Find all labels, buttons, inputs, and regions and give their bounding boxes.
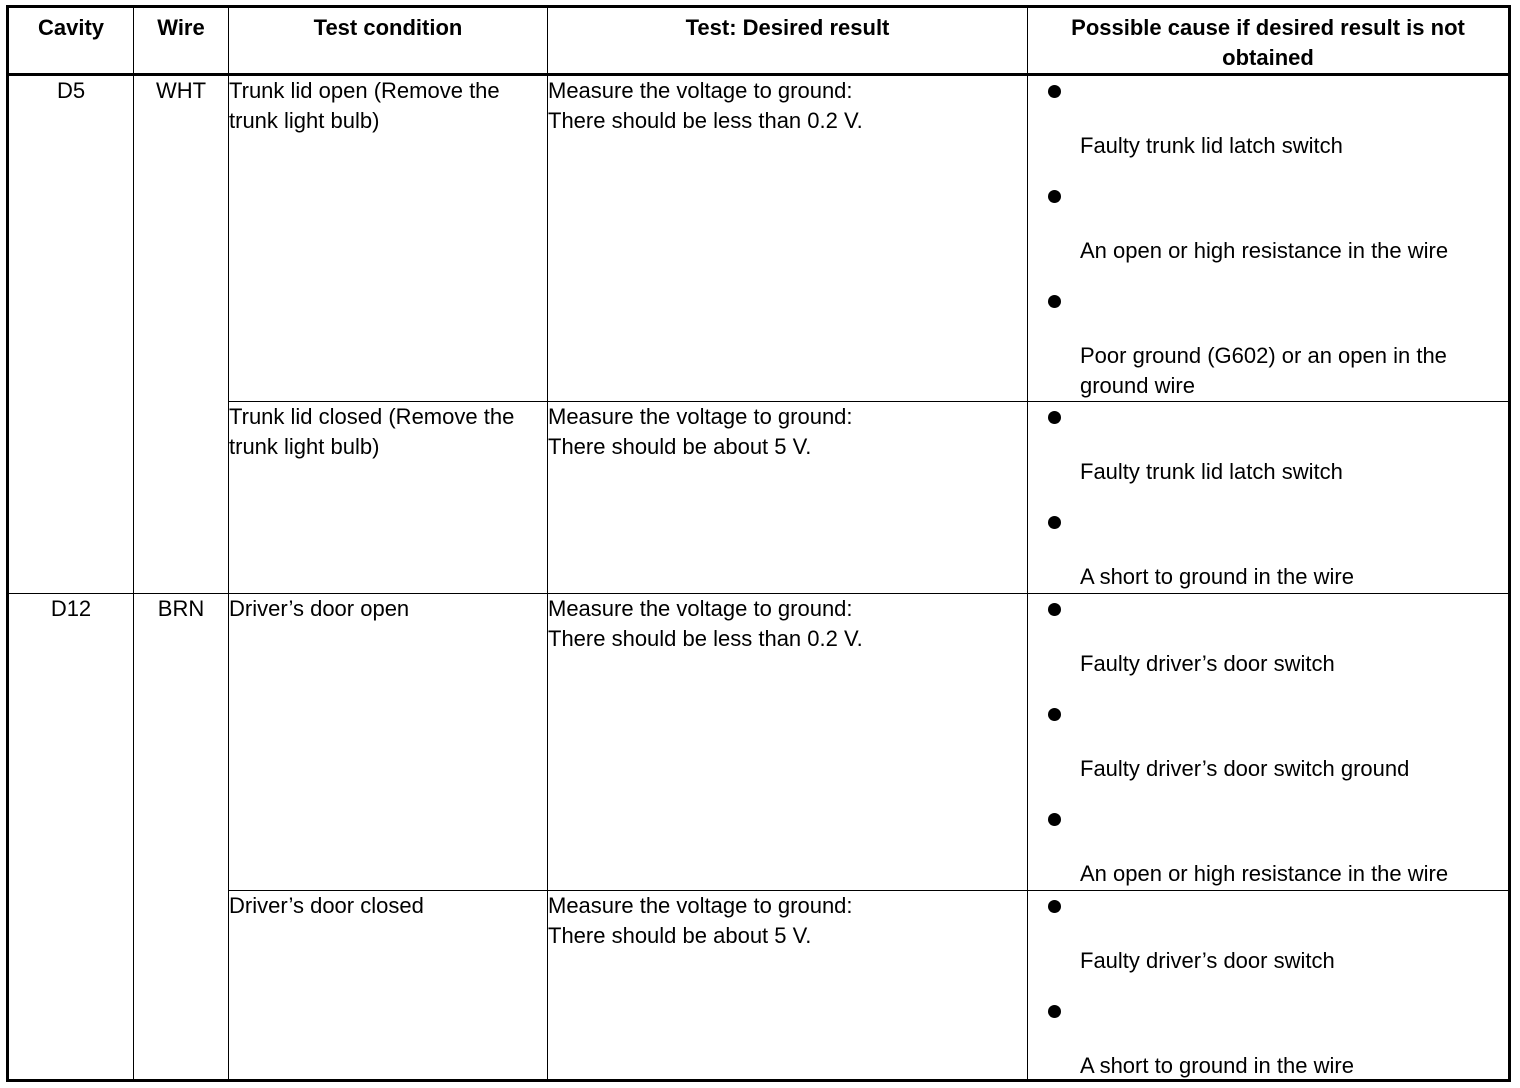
header-desired-result: Test: Desired result (548, 7, 1028, 75)
result-instruction: Measure the voltage to ground: (548, 404, 853, 430)
result-expected: There should be about 5 V. (548, 922, 812, 948)
cause-list (1028, 402, 1508, 590)
possible-cause-cell (1028, 75, 1510, 402)
desired-result-cell (548, 593, 1028, 890)
result-instruction: Measure the voltage to ground: (548, 595, 853, 621)
cause-item (1028, 699, 1508, 804)
diagnostic-table (6, 5, 1511, 1082)
header-cavity: Cavity (8, 7, 134, 75)
cause-text: Faulty driver’s door switch ground (1080, 755, 1410, 781)
table-row (8, 593, 1510, 890)
cause-list (1028, 594, 1508, 884)
cavity-cell: D5 (8, 75, 134, 594)
table-row (8, 75, 1510, 402)
cause-text: A short to ground in the wire (1080, 1052, 1354, 1078)
cause-text: Faulty driver’s door switch (1080, 947, 1335, 973)
cause-text: Faulty trunk lid latch switch (1080, 459, 1343, 485)
cause-text: Faulty trunk lid latch switch (1080, 133, 1343, 158)
test-condition-cell: Trunk lid open (Remove the trunk light bulb) (229, 75, 548, 402)
wire-cell: BRN (134, 593, 229, 1081)
bullet-icon (1048, 708, 1061, 721)
cause-item (1028, 891, 1508, 996)
header-wire: Wire (134, 7, 229, 75)
possible-cause-cell (1028, 402, 1510, 593)
cause-text: An open or high resistance in the wire (1080, 238, 1449, 263)
cause-item (1028, 402, 1508, 507)
bullet-icon (1048, 813, 1061, 826)
cause-item (1028, 996, 1508, 1076)
test-condition-cell: Trunk lid closed (Remove the trunk light bulb) (229, 402, 548, 593)
bullet-icon (1048, 603, 1061, 616)
table-header-row (8, 7, 1510, 75)
desired-result-cell (548, 402, 1028, 593)
cause-item (1028, 804, 1508, 884)
cause-list (1028, 76, 1508, 398)
cause-item (1028, 507, 1508, 590)
desired-result-cell (548, 890, 1028, 1080)
bullet-icon (1048, 411, 1061, 424)
possible-cause-cell (1028, 593, 1510, 890)
table-row (8, 890, 1510, 1080)
cause-text: An open or high resistance in the wire (1080, 860, 1449, 886)
bullet-icon (1048, 190, 1061, 203)
bullet-icon (1048, 900, 1061, 913)
result-expected: There should be less than 0.2 V. (548, 108, 863, 133)
cause-text: Faulty driver’s door switch (1080, 650, 1335, 676)
cause-text: Poor ground (G602) or an open in the ground wire (1080, 343, 1447, 398)
cause-text: A short to ground in the wire (1080, 564, 1354, 590)
test-condition-cell: Driver’s door closed (229, 890, 548, 1080)
possible-cause-cell (1028, 890, 1510, 1080)
cause-item (1028, 286, 1508, 398)
bullet-icon (1048, 85, 1061, 98)
cause-item (1028, 181, 1508, 286)
result-expected: There should be about 5 V. (548, 434, 812, 460)
cause-list (1028, 891, 1508, 1076)
test-condition-cell: Driver’s door open (229, 593, 548, 890)
cause-item (1028, 76, 1508, 181)
cause-item (1028, 594, 1508, 699)
result-instruction: Measure the voltage to ground: (548, 892, 853, 918)
bullet-icon (1048, 1005, 1061, 1018)
desired-result-cell (548, 75, 1028, 402)
cavity-cell: D12 (8, 593, 134, 1081)
result-instruction: Measure the voltage to ground: (548, 78, 853, 103)
header-test-condition: Test condition (229, 7, 548, 75)
table-row (8, 402, 1510, 593)
result-expected: There should be less than 0.2 V. (548, 625, 863, 651)
bullet-icon (1048, 516, 1061, 529)
wire-cell: WHT (134, 75, 229, 594)
header-possible-cause: Possible cause if desired result is not obtained (1028, 7, 1510, 75)
bullet-icon (1048, 295, 1061, 308)
